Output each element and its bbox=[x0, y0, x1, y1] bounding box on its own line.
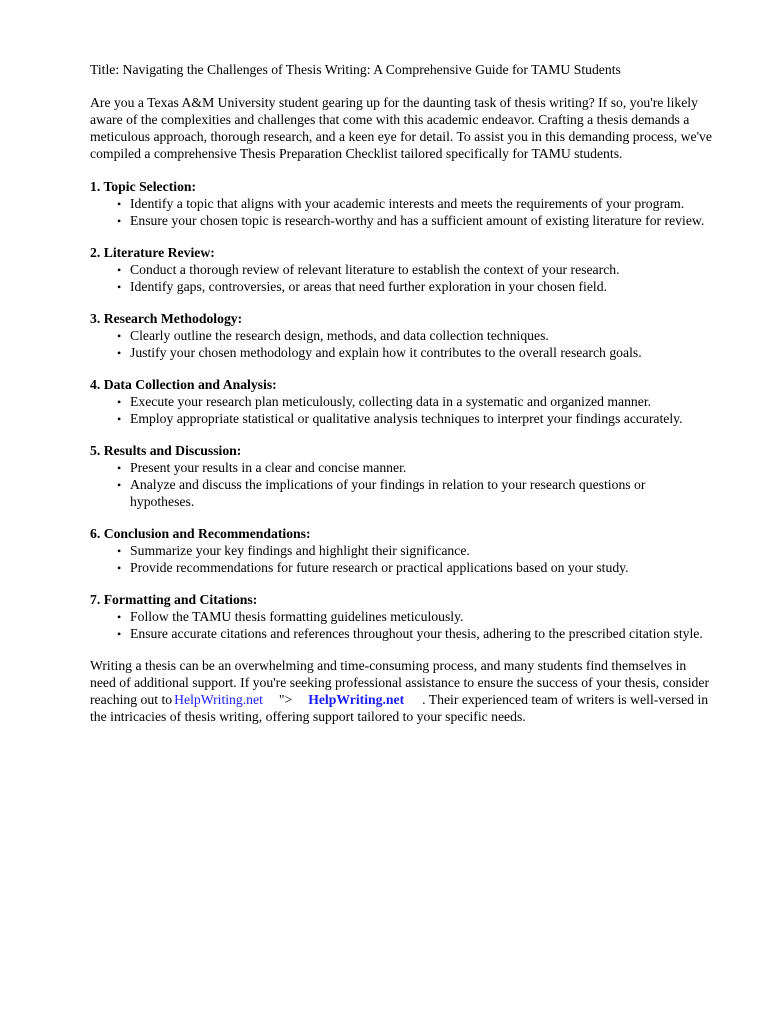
section-heading: 5. Results and Discussion: bbox=[90, 443, 242, 458]
section-bullet-list bbox=[90, 195, 712, 229]
section-heading: 4. Data Collection and Analysis: bbox=[90, 377, 277, 392]
list-item: • Analyze and discuss the implications of your findings in relation to your research questions or hypotheses. bbox=[117, 476, 712, 510]
list-item: • Execute your research plan meticulously, collecting data in a systematic and organized manner. bbox=[117, 393, 712, 410]
closing-paragraph bbox=[90, 657, 712, 725]
list-item: • Ensure your chosen topic is research-worthy and has a sufficient amount of existing literature for review. bbox=[117, 212, 712, 229]
section-heading: 7. Formatting and Citations: bbox=[90, 592, 258, 607]
section-bullet-list bbox=[90, 393, 712, 427]
section-bullet-list bbox=[90, 459, 712, 510]
section-heading: 2. Literature Review: bbox=[90, 245, 215, 260]
list-item: • Justify your chosen methodology and explain how it contributes to the overall research goals. bbox=[117, 344, 712, 361]
intro-paragraph: Are you a Texas A&M University student gearing up for the daunting task of thesis writing? If so, you're likely aware of the complexities and challenges that come with this academic endeavor. Crafting a thesis demands a meticulous approach, thorough research, and a keen eye for detail. To assist you in this demanding process, we've compiled a comprehensive Thesis Preparation Checklist tailored specifically for TAMU students. bbox=[90, 95, 712, 161]
list-item: • Present your results in a clear and concise manner. bbox=[117, 459, 712, 476]
section-bullet-list bbox=[90, 327, 712, 361]
section-bullet-list bbox=[90, 608, 712, 642]
list-item: • Ensure accurate citations and references throughout your thesis, adhering to the prescribed citation style. bbox=[117, 625, 712, 642]
list-item: • Conduct a thorough review of relevant literature to establish the context of your research. bbox=[117, 261, 712, 278]
list-item: • Follow the TAMU thesis formatting guidelines meticulously. bbox=[117, 608, 712, 625]
closing-text-end: . Their experienced team of writers is well-versed in the intricacies of thesis writing, offering support tailored to your specific needs. bbox=[90, 692, 709, 724]
list-item: • Employ appropriate statistical or qualitative analysis techniques to interpret your findings accurately. bbox=[117, 410, 712, 427]
document-title: Title: Navigating the Challenges of Thesis Writing: A Comprehensive Guide for TAMU Students bbox=[90, 62, 621, 77]
helpwriting-link-small[interactable]: HelpWriting.net bbox=[174, 692, 263, 707]
section-heading: 3. Research Methodology: bbox=[90, 311, 243, 326]
section-bullet-list bbox=[90, 542, 712, 576]
list-item: • Identify gaps, controversies, or areas that need further exploration in your chosen field. bbox=[117, 278, 712, 295]
list-item: • Provide recommendations for future research or practical applications based on your study. bbox=[117, 559, 712, 576]
document-page bbox=[90, 61, 712, 725]
list-item: • Summarize your key findings and highlight their significance. bbox=[117, 542, 712, 559]
section-heading: 1. Topic Selection: bbox=[90, 179, 197, 194]
helpwriting-link-bold[interactable]: HelpWriting.net bbox=[308, 692, 405, 707]
section-heading: 6. Conclusion and Recommendations: bbox=[90, 526, 311, 541]
list-item: • Clearly outline the research design, methods, and data collection techniques. bbox=[117, 327, 712, 344]
checklist-sections bbox=[90, 178, 712, 642]
section-bullet-list bbox=[90, 261, 712, 295]
stray-markup-text: "> bbox=[278, 692, 293, 707]
closing-text-start: Writing a thesis can be an overwhelming and time-consuming process, and many students find themselves in need of additional support. If you're seeking professional assistance to ensure the success of your thesis, consider reaching out to bbox=[90, 658, 709, 707]
list-item: • Identify a topic that aligns with your academic interests and meets the requirements of your program. bbox=[117, 195, 712, 212]
